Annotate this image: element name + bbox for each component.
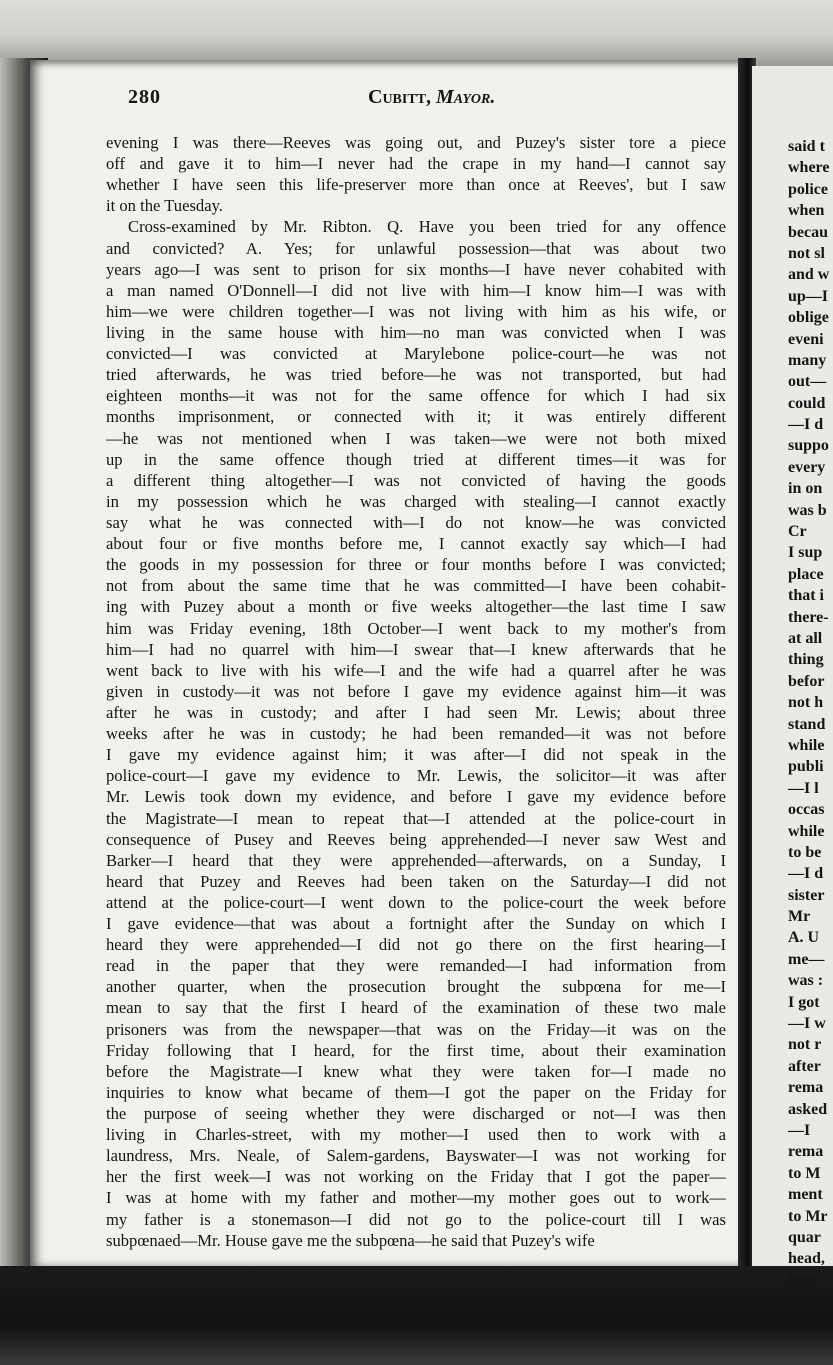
right-page-fragment: —I d xyxy=(788,865,824,883)
right-page-fragment: head, xyxy=(788,1250,825,1268)
text-line: her the first week—I was not working on the Friday that I got the paper— xyxy=(106,1167,726,1187)
text-line: him—I had no quarrel with him—I swear that—I knew afterwards that he xyxy=(106,639,726,659)
right-page-fragment: to Mr xyxy=(788,1207,828,1225)
text-line: Cross-examined by Mr. Ribton. Q. Have you been tried for any offence xyxy=(128,217,726,237)
right-page-fragment: was b xyxy=(788,501,827,519)
text-line: went back to live with his wife—I and the wife had a quarrel after he was xyxy=(106,660,726,680)
right-page-fragment: becau xyxy=(788,223,828,241)
right-page-fragment: asked xyxy=(788,1100,828,1118)
right-page-fragment: not sl xyxy=(788,244,825,262)
right-page-fragment: A. U xyxy=(788,929,820,947)
text-line: living in Charles-street, with my mother—I used then to work with a xyxy=(106,1125,726,1145)
text-line: the goods in my possession for three or four months before I was convicted; xyxy=(106,555,726,575)
running-head-title: Mayor. xyxy=(436,86,496,108)
right-page-fragment: suppo xyxy=(788,437,829,455)
text-line: I gave evidence—that was about a fortnight after the Sunday on which I xyxy=(106,914,726,934)
right-page-fragment: —I l xyxy=(788,779,819,797)
text-line: I was at home with my father and mother—my mother goes out to work— xyxy=(106,1188,726,1208)
text-line: I gave my evidence against him; it was after—I did not speak in the xyxy=(106,745,726,765)
text-line: mean to say that the first I heard of the examination of these two male xyxy=(106,998,726,1018)
text-line: Mr. Lewis took down my evidence, and before I gave my evidence before xyxy=(106,787,726,807)
right-page-fragment: thing xyxy=(788,651,824,669)
text-line: the purpose of seeing whether they were discharged or not—I was then xyxy=(106,1104,726,1124)
text-line: a different thing altogether—I was not convicted of having the goods xyxy=(106,470,726,490)
bottom-edge xyxy=(0,1266,833,1365)
text-line: the Magistrate—I mean to repeat that—I attended at the police-court in xyxy=(106,808,726,828)
text-line: not from about the same time that he was committed—I have been cohabit- xyxy=(106,576,726,596)
right-page-fragment: many xyxy=(788,351,827,369)
right-page-fragment: I got xyxy=(788,993,820,1011)
text-line: a man named O'Donnell—I did not live with him—I know him—I was with xyxy=(106,280,726,300)
text-line: before the Magistrate—I knew what they were taken for—I made no xyxy=(106,1061,726,1081)
right-page-fragment: was : xyxy=(788,972,824,990)
right-page-fragment: eveni xyxy=(788,330,824,348)
right-page-fragment: and w xyxy=(788,266,830,284)
right-page-fragment: when xyxy=(788,202,825,220)
text-line: Friday following that I heard, for the first time, about their examination xyxy=(106,1040,726,1060)
text-line: eighteen months—it was not for the same offence for which I had six xyxy=(106,386,726,406)
right-page-fragment: stand xyxy=(788,715,826,733)
text-line: tried afterwards, he was tried before—he was not transported, but had xyxy=(106,365,726,385)
text-line: subpœnaed—Mr. House gave me the subpœna—he said that Puzey's wife xyxy=(106,1230,595,1250)
text-line: after he was in custody; and after I had seen Mr. Lewis; about three xyxy=(106,702,726,722)
text-line: ing with Puzey about a month or five weeks altogether—the last time I saw xyxy=(106,597,726,617)
right-page-fragment: —I w xyxy=(788,1015,826,1033)
text-line: years ago—I was sent to prison for six months—I have never cohabited with xyxy=(106,259,726,279)
running-head xyxy=(368,86,495,109)
text-line: and convicted? A. Yes; for unlawful possession—that was about two xyxy=(106,238,726,258)
text-line: up in the same offence though tried at different times—it was for xyxy=(106,449,726,469)
right-page-fragment: in on xyxy=(788,480,823,498)
page-number: 280 xyxy=(128,86,161,108)
right-page-fragment: out— xyxy=(788,373,827,391)
right-page-fragment: not h xyxy=(788,694,824,712)
page-header xyxy=(128,86,724,114)
text-line: inquiries to know what became of them—I got the paper on the Friday for xyxy=(106,1082,726,1102)
right-page-fragment: there- xyxy=(788,608,829,626)
text-line: heard that Puzey and Reeves had been taken on the Saturday—I did not xyxy=(106,871,726,891)
text-line: months imprisonment, or connected with it; it was entirely different xyxy=(106,407,726,427)
text-line: off and gave it to him—I never had the crape in my hand—I cannot say xyxy=(106,154,726,174)
right-page-fragment: —I d xyxy=(788,416,824,434)
text-line: another quarter, when the prosecution brought the subpœna for me—I xyxy=(106,977,726,997)
text-line: weeks after he was in custody; he had been remanded—it was not before xyxy=(106,724,726,744)
right-page-fragment: every xyxy=(788,458,826,476)
text-line: him was Friday evening, 18th October—I went back to my mother's from xyxy=(106,618,726,638)
body-text xyxy=(106,132,726,1251)
right-page-fragment: after xyxy=(788,1057,821,1075)
right-page-fragment: —I xyxy=(788,1121,811,1139)
right-page-fragment: place xyxy=(788,565,824,583)
text-line: say what he was connected with—I do not know—he was convicted xyxy=(106,512,726,532)
right-page-text-fragments xyxy=(788,136,833,1291)
right-page-fragment: oblige xyxy=(788,309,829,327)
text-line: laundress, Mrs. Neale, of Salem-gardens, Bayswater—I was not working for xyxy=(106,1146,726,1166)
text-line: in my possession which he was charged with stealing—I cannot exactly xyxy=(106,491,726,511)
right-page-fragment: befor xyxy=(788,672,825,690)
text-line: heard they were apprehended—I did not go there on the first hearing—I xyxy=(106,935,726,955)
text-line: given in custody—it was not before I gave my evidence against him—it was xyxy=(106,681,726,701)
right-page-fragment: Mr xyxy=(788,908,811,926)
text-line: it on the Tuesday. xyxy=(106,196,223,216)
right-page-fragment: first xyxy=(788,1271,817,1289)
text-line: whether I have seen this life-preserver more than once at Reeves', but I saw xyxy=(106,175,726,195)
right-page-fragment: to be xyxy=(788,843,822,861)
text-line: my father is a stonemason—I did not go to the police-court till I was xyxy=(106,1209,726,1229)
text-line: living in the same house with him—no man was convicted when I was xyxy=(106,322,726,342)
text-line: attend at the police-court—I went down to the police-court the week before xyxy=(106,892,726,912)
text-line: consequence of Pusey and Reeves being apprehended—I never saw West and xyxy=(106,829,726,849)
text-line: —he was not mentioned when I was taken—we were not both mixed xyxy=(106,428,726,448)
right-page-fragment: quar xyxy=(788,1228,821,1246)
running-head-name: Cubitt, xyxy=(368,86,432,108)
right-page-fragment: rema xyxy=(788,1143,824,1161)
right-page-fragment: at all xyxy=(788,629,823,647)
top-margin xyxy=(0,0,833,66)
right-page-fragment: police xyxy=(788,180,828,198)
text-line: read in the paper that they were remanded—I had information from xyxy=(106,956,726,976)
right-page-fragment: I sup xyxy=(788,544,823,562)
right-page-fragment: said t xyxy=(788,138,825,155)
text-line: him—we were children together—I was not living with him as his wife, or xyxy=(106,301,726,321)
right-page-fragment: could xyxy=(788,394,826,412)
right-page-fragment: while xyxy=(788,736,825,754)
text-line: prisoners was from the newspaper—that was on the Friday—it was on the xyxy=(106,1019,726,1039)
text-line: evening I was there—Reeves was going out, and Puzey's sister tore a piece xyxy=(106,133,726,152)
right-page-fragment: Cr xyxy=(788,523,807,541)
text-line: convicted—I was convicted at Marylebone police-court—he was not xyxy=(106,344,726,364)
right-page-fragment: rema xyxy=(788,1079,824,1097)
text-line: Barker—I heard that they were apprehended—afterwards, on a Sunday, I xyxy=(106,850,726,870)
text-line: police-court—I gave my evidence to Mr. Lewis, the solicitor—it was after xyxy=(106,766,726,786)
right-page-fragment: occas xyxy=(788,801,825,819)
right-page-fragment: where xyxy=(788,159,830,177)
right-page-fragment: while xyxy=(788,822,825,840)
right-page-fragment: ment xyxy=(788,1186,823,1204)
text-line: about four or five months before me, I cannot exactly say which—I had xyxy=(106,534,726,554)
right-page-fragment: to M xyxy=(788,1164,821,1182)
right-page-fragment: that i xyxy=(788,587,824,605)
right-page-fragment: not r xyxy=(788,1036,822,1054)
right-page-fragment: publi xyxy=(788,758,824,776)
right-page-fragment: up—I xyxy=(788,287,829,305)
right-page-fragment: sister xyxy=(788,886,825,904)
right-page-fragment: me— xyxy=(788,950,825,968)
